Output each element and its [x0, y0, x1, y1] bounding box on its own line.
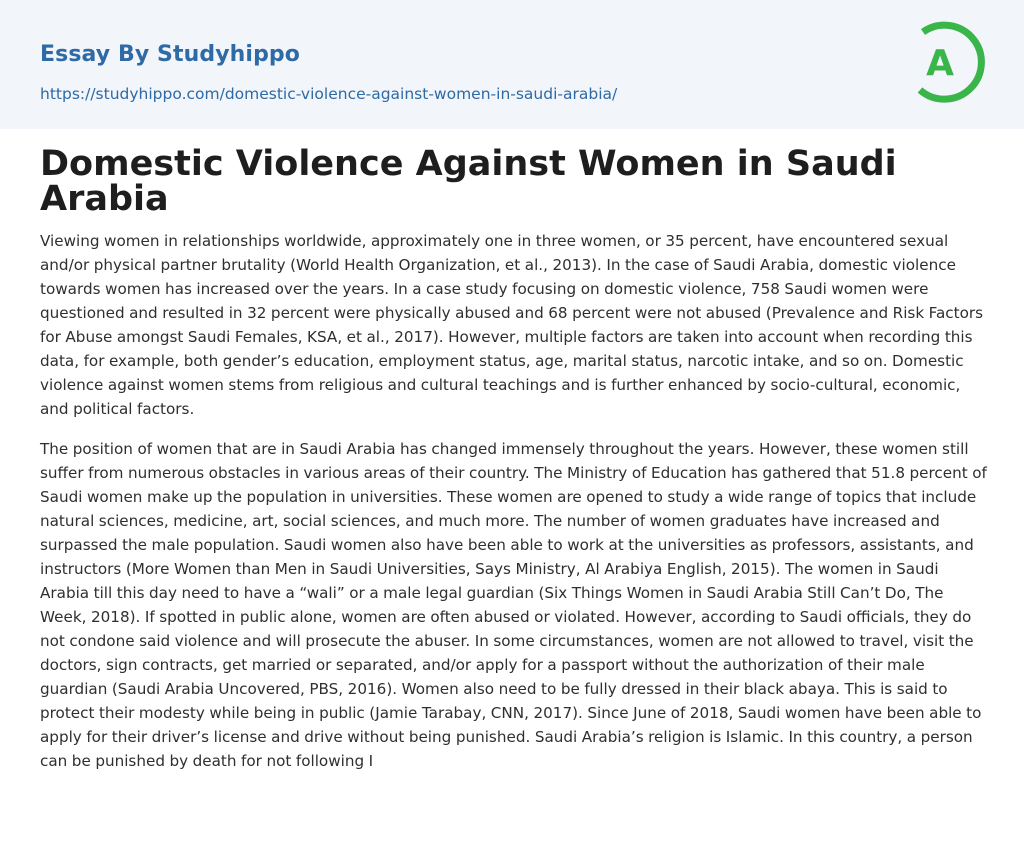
article-paragraph: The position of women that are in Saudi Arabia has changed immensely throughout the years. However, these women still suffer from numerous obstacles in various areas of their country. The Ministry of Education has gathered that 51.8 percent of Saudi women make up the population in universities. These women are opened to study a wide range of topics that include natural sciences, medicine, art, social sciences, and much more. The number of women graduates have increased and surpassed the male population. Saudi women also have been able to work at the universities as professors, assistants, and instructors (More Women than Men in Saudi Universities, Says Ministry, Al Arabiya English, 2015). The women in Saudi Arabia till this day need to have a “wali” or a male legal guardian (Six Things Women in Saudi Arabia Still Can’t Do, The Week, 2018). If spotted in public alone, women are often abused or violated. However, according to Saudi officials, they do not condone said violence and will prosecute the abuser. In some circumstances, women are not allowed to travel, visit the doctors, sign contracts, get married or separated, and/or apply for a passport without the authorization of their male guardian (Saudi Arabia Uncovered, PBS, 2016). Women also need to be fully dressed in their black abaya. This is said to protect their modesty while being in public (Jamie Tarabay, CNN, 2017). Since June of 2018, Saudi women have been able to apply for their driver’s license and drive without being punished. Saudi Arabia’s religion is Islamic. In this country, a person can be punished by death for not following I [40, 440, 987, 770]
logo-letter: A [926, 43, 954, 84]
essay-url-link[interactable]: https://studyhippo.com/domestic-violence-against-women-in-saudi-arabia/ [40, 85, 618, 103]
page-title: Domestic Violence Against Women in Saudi Arabia [40, 144, 897, 219]
brand-title: Essay By Studyhippo [40, 42, 300, 67]
article-body [40, 229, 992, 789]
studyhippo-logo[interactable] [906, 19, 990, 105]
site-header [0, 0, 1024, 129]
logo-ring-icon [906, 19, 990, 105]
article-paragraph: Viewing women in relationships worldwide, approximately one in three women, or 35 percent, have encountered sexual and/or physical partner brutality (World Health Organization, et al., 2013). In the case of Saudi Arabia, domestic violence towards women has increased over the years. In a case study focusing on domestic violence, 758 Saudi women were questioned and resulted in 32 percent were physically abused and 68 percent were not abused (Prevalence and Risk Factors for Abuse amongst Saudi Females, KSA, et al., 2017). However, multiple factors are taken into account when recording this data, for example, both gender’s education, employment status, age, marital status, narcotic intake, and so on. Domestic violence against women stems from religious and cultural teachings and is further enhanced by socio-cultural, economic, and political factors. [40, 232, 984, 418]
